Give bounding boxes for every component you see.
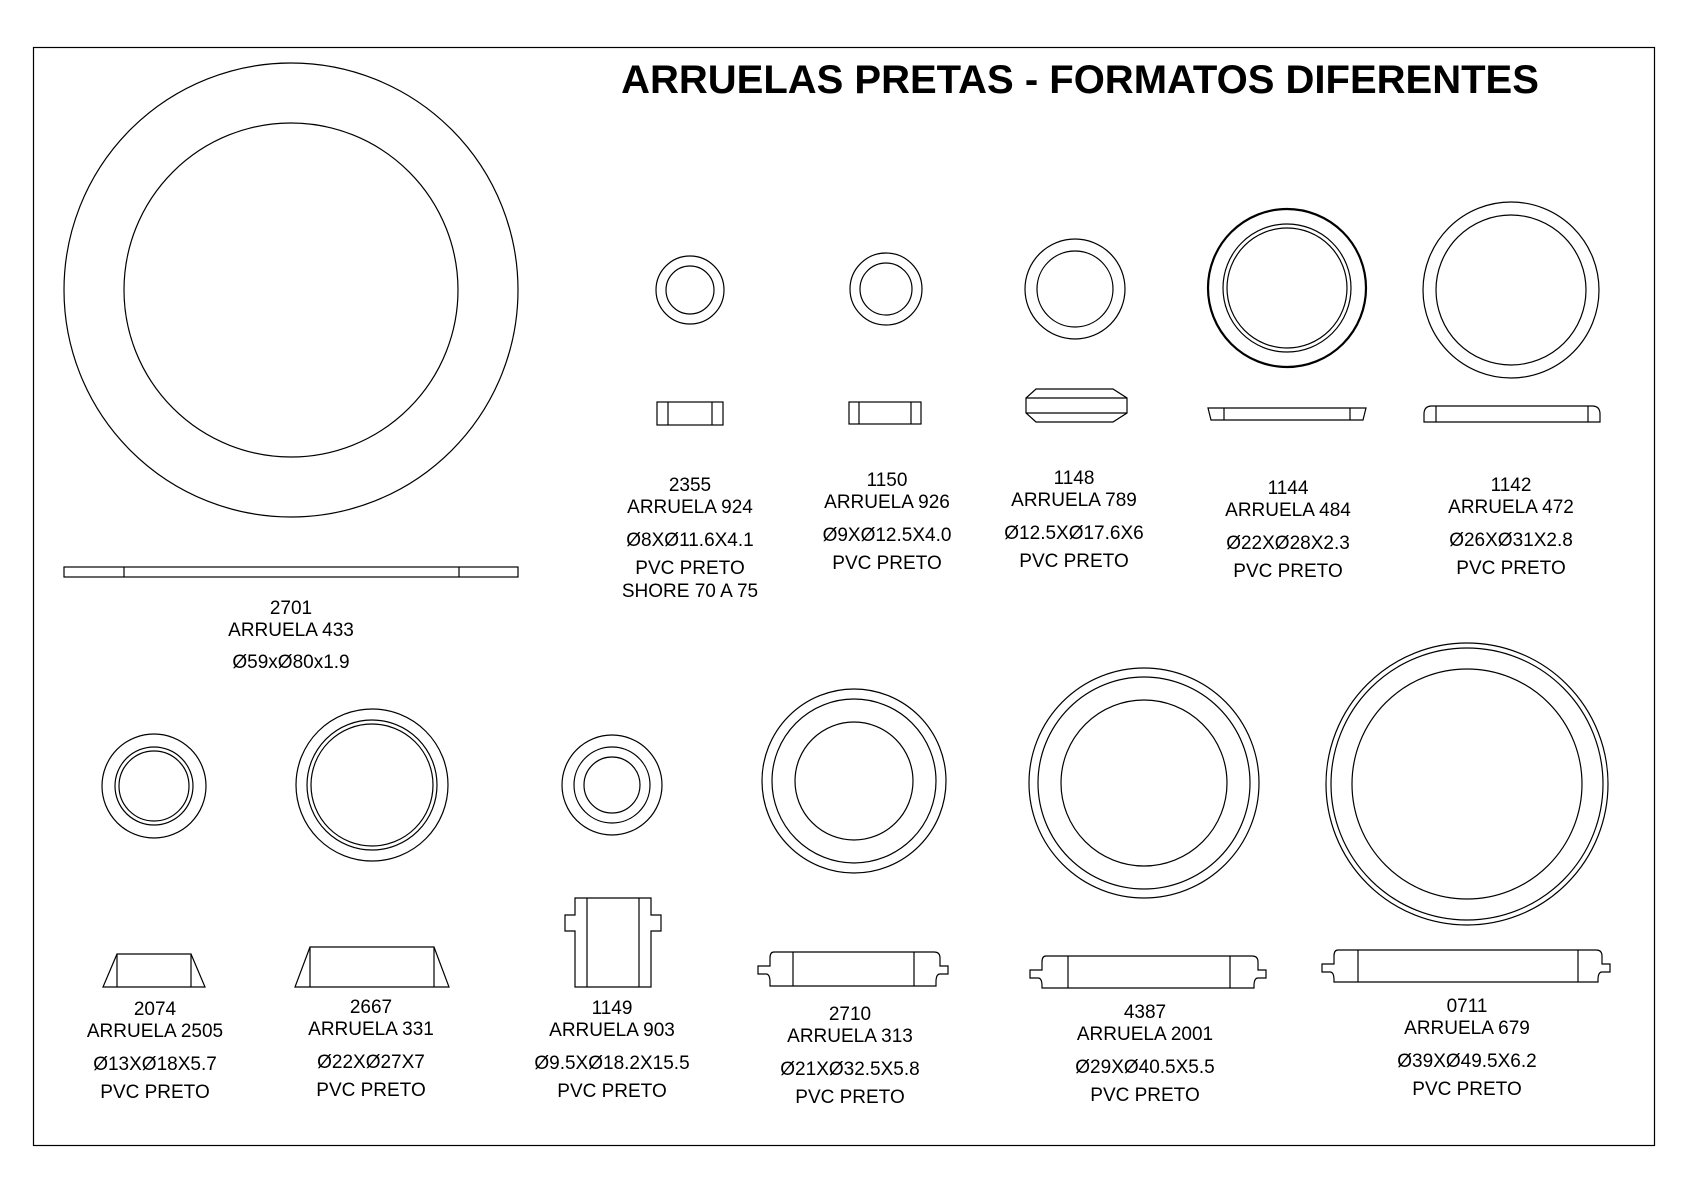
washer-2355-code: 2355 — [668, 475, 712, 496]
washer-2355-side-view — [657, 402, 723, 425]
washer-1144-side-view — [1208, 408, 1366, 420]
washer-2710-code: 2710 — [828, 1004, 872, 1025]
washer-1144-code: 1144 — [1267, 478, 1309, 499]
washer-1150-top-view — [850, 253, 922, 325]
washer-2074 — [87, 734, 223, 1103]
washer-2074-side-view — [103, 954, 205, 987]
washer-1150-dims: Ø9XØ12.5X4.0 — [822, 525, 952, 546]
washer-1144-dims: Ø22XØ28X2.3 — [1226, 533, 1350, 554]
washer-2074-top-view — [102, 734, 206, 838]
washer-0711-name: ARRUELA 679 — [1404, 1018, 1530, 1039]
washer-1148-top-view — [1025, 239, 1125, 339]
washer-1144-name: ARRUELA 484 — [1225, 500, 1351, 521]
washer-1142-code: 1142 — [1490, 475, 1532, 496]
washer-0711 — [1322, 643, 1610, 1100]
washer-1149-dims: Ø9.5XØ18.2X15.5 — [534, 1053, 690, 1074]
washer-4387-top-view — [1029, 668, 1259, 898]
washer-2710-material: PVC PRETO — [795, 1087, 905, 1108]
washer-1142-name: ARRUELA 472 — [1448, 497, 1574, 518]
washer-1148 — [1004, 239, 1143, 572]
washer-2667-code: 2667 — [349, 997, 393, 1018]
washer-1149-top-view — [562, 735, 662, 835]
washer-0711-code: 0711 — [1446, 996, 1488, 1017]
washer-2701-name: ARRUELA 433 — [228, 620, 354, 641]
washer-1142 — [1423, 202, 1600, 579]
washer-2701-top-view — [64, 63, 518, 517]
washer-1150-name: ARRUELA 926 — [824, 492, 950, 513]
drawing-title: ARRUELAS PRETAS - FORMATOS DIFERENTES — [621, 58, 1539, 102]
washer-1149-side-view — [565, 898, 661, 987]
washer-0711-side-view — [1322, 950, 1610, 982]
washer-1149 — [534, 735, 689, 1102]
washer-1150 — [823, 253, 952, 574]
washer-2355-material: PVC PRETO — [635, 558, 745, 579]
washer-2710-dims: Ø21XØ32.5X5.8 — [780, 1059, 920, 1080]
washer-2074-code: 2074 — [133, 999, 177, 1020]
washer-2355-top-view — [656, 256, 724, 324]
washer-1142-dims: Ø26XØ31X2.8 — [1449, 530, 1573, 551]
washer-2074-name: ARRUELA 2505 — [86, 1021, 224, 1042]
washer-1144-material: PVC PRETO — [1233, 561, 1343, 582]
washer-2667-side-view — [295, 947, 449, 987]
washer-4387 — [1029, 668, 1266, 1106]
washer-2667-material: PVC PRETO — [316, 1080, 426, 1101]
washer-1148-code: 1148 — [1053, 468, 1095, 489]
washer-4387-material: PVC PRETO — [1090, 1085, 1200, 1106]
washer-1148-material: PVC PRETO — [1019, 551, 1129, 572]
washer-2667-top-view — [296, 709, 448, 861]
washer-2667 — [295, 709, 449, 1101]
washer-1148-side-view — [1026, 389, 1127, 422]
washer-0711-dims: Ø39XØ49.5X6.2 — [1397, 1051, 1537, 1072]
washer-1142-side-view — [1424, 406, 1600, 422]
washer-1149-name: ARRUELA 903 — [549, 1020, 675, 1041]
washer-4387-dims: Ø29XØ40.5X5.5 — [1075, 1057, 1215, 1078]
washer-2701-code: 2701 — [269, 598, 313, 619]
washer-2355-dims: Ø8XØ11.6X4.1 — [626, 530, 754, 551]
washer-0711-material: PVC PRETO — [1412, 1079, 1522, 1100]
washer-2710 — [758, 689, 948, 1108]
washer-2701-dims: Ø59xØ80x1.9 — [232, 652, 350, 673]
washer-1150-material: PVC PRETO — [832, 553, 942, 574]
washer-1144-top-view — [1208, 209, 1366, 367]
washer-2701 — [64, 63, 518, 673]
washer-2701-side-view — [64, 567, 518, 577]
washer-0711-top-view — [1326, 643, 1608, 925]
washer-1144 — [1208, 209, 1366, 582]
washer-4387-side-view — [1030, 956, 1266, 988]
washer-1142-material: PVC PRETO — [1456, 558, 1566, 579]
washer-1142-top-view — [1423, 202, 1599, 378]
washer-1148-name: ARRUELA 789 — [1011, 490, 1137, 511]
washer-2710-name: ARRUELA 313 — [787, 1026, 913, 1047]
washer-4387-code: 4387 — [1123, 1002, 1167, 1023]
washer-2355-name: ARRUELA 924 — [627, 497, 753, 518]
washer-2667-dims: Ø22XØ27X7 — [317, 1052, 425, 1073]
washer-2074-dims: Ø13XØ18X5.7 — [93, 1054, 217, 1075]
washer-1148-dims: Ø12.5XØ17.6X6 — [1004, 523, 1144, 544]
washer-2355 — [622, 256, 758, 602]
washer-4387-name: ARRUELA 2001 — [1076, 1024, 1214, 1045]
washer-2667-name: ARRUELA 331 — [308, 1019, 434, 1040]
washer-1150-side-view — [849, 402, 921, 424]
washer-2710-side-view — [758, 952, 948, 986]
sheet-border — [34, 48, 1655, 1146]
washer-1150-code: 1150 — [866, 470, 908, 491]
washer-2710-top-view — [762, 689, 946, 873]
washer-1149-material: PVC PRETO — [557, 1081, 667, 1102]
washer-1149-code: 1149 — [591, 998, 633, 1019]
washer-2355-note: SHORE 70 A 75 — [621, 581, 759, 602]
washer-2074-material: PVC PRETO — [100, 1082, 210, 1103]
